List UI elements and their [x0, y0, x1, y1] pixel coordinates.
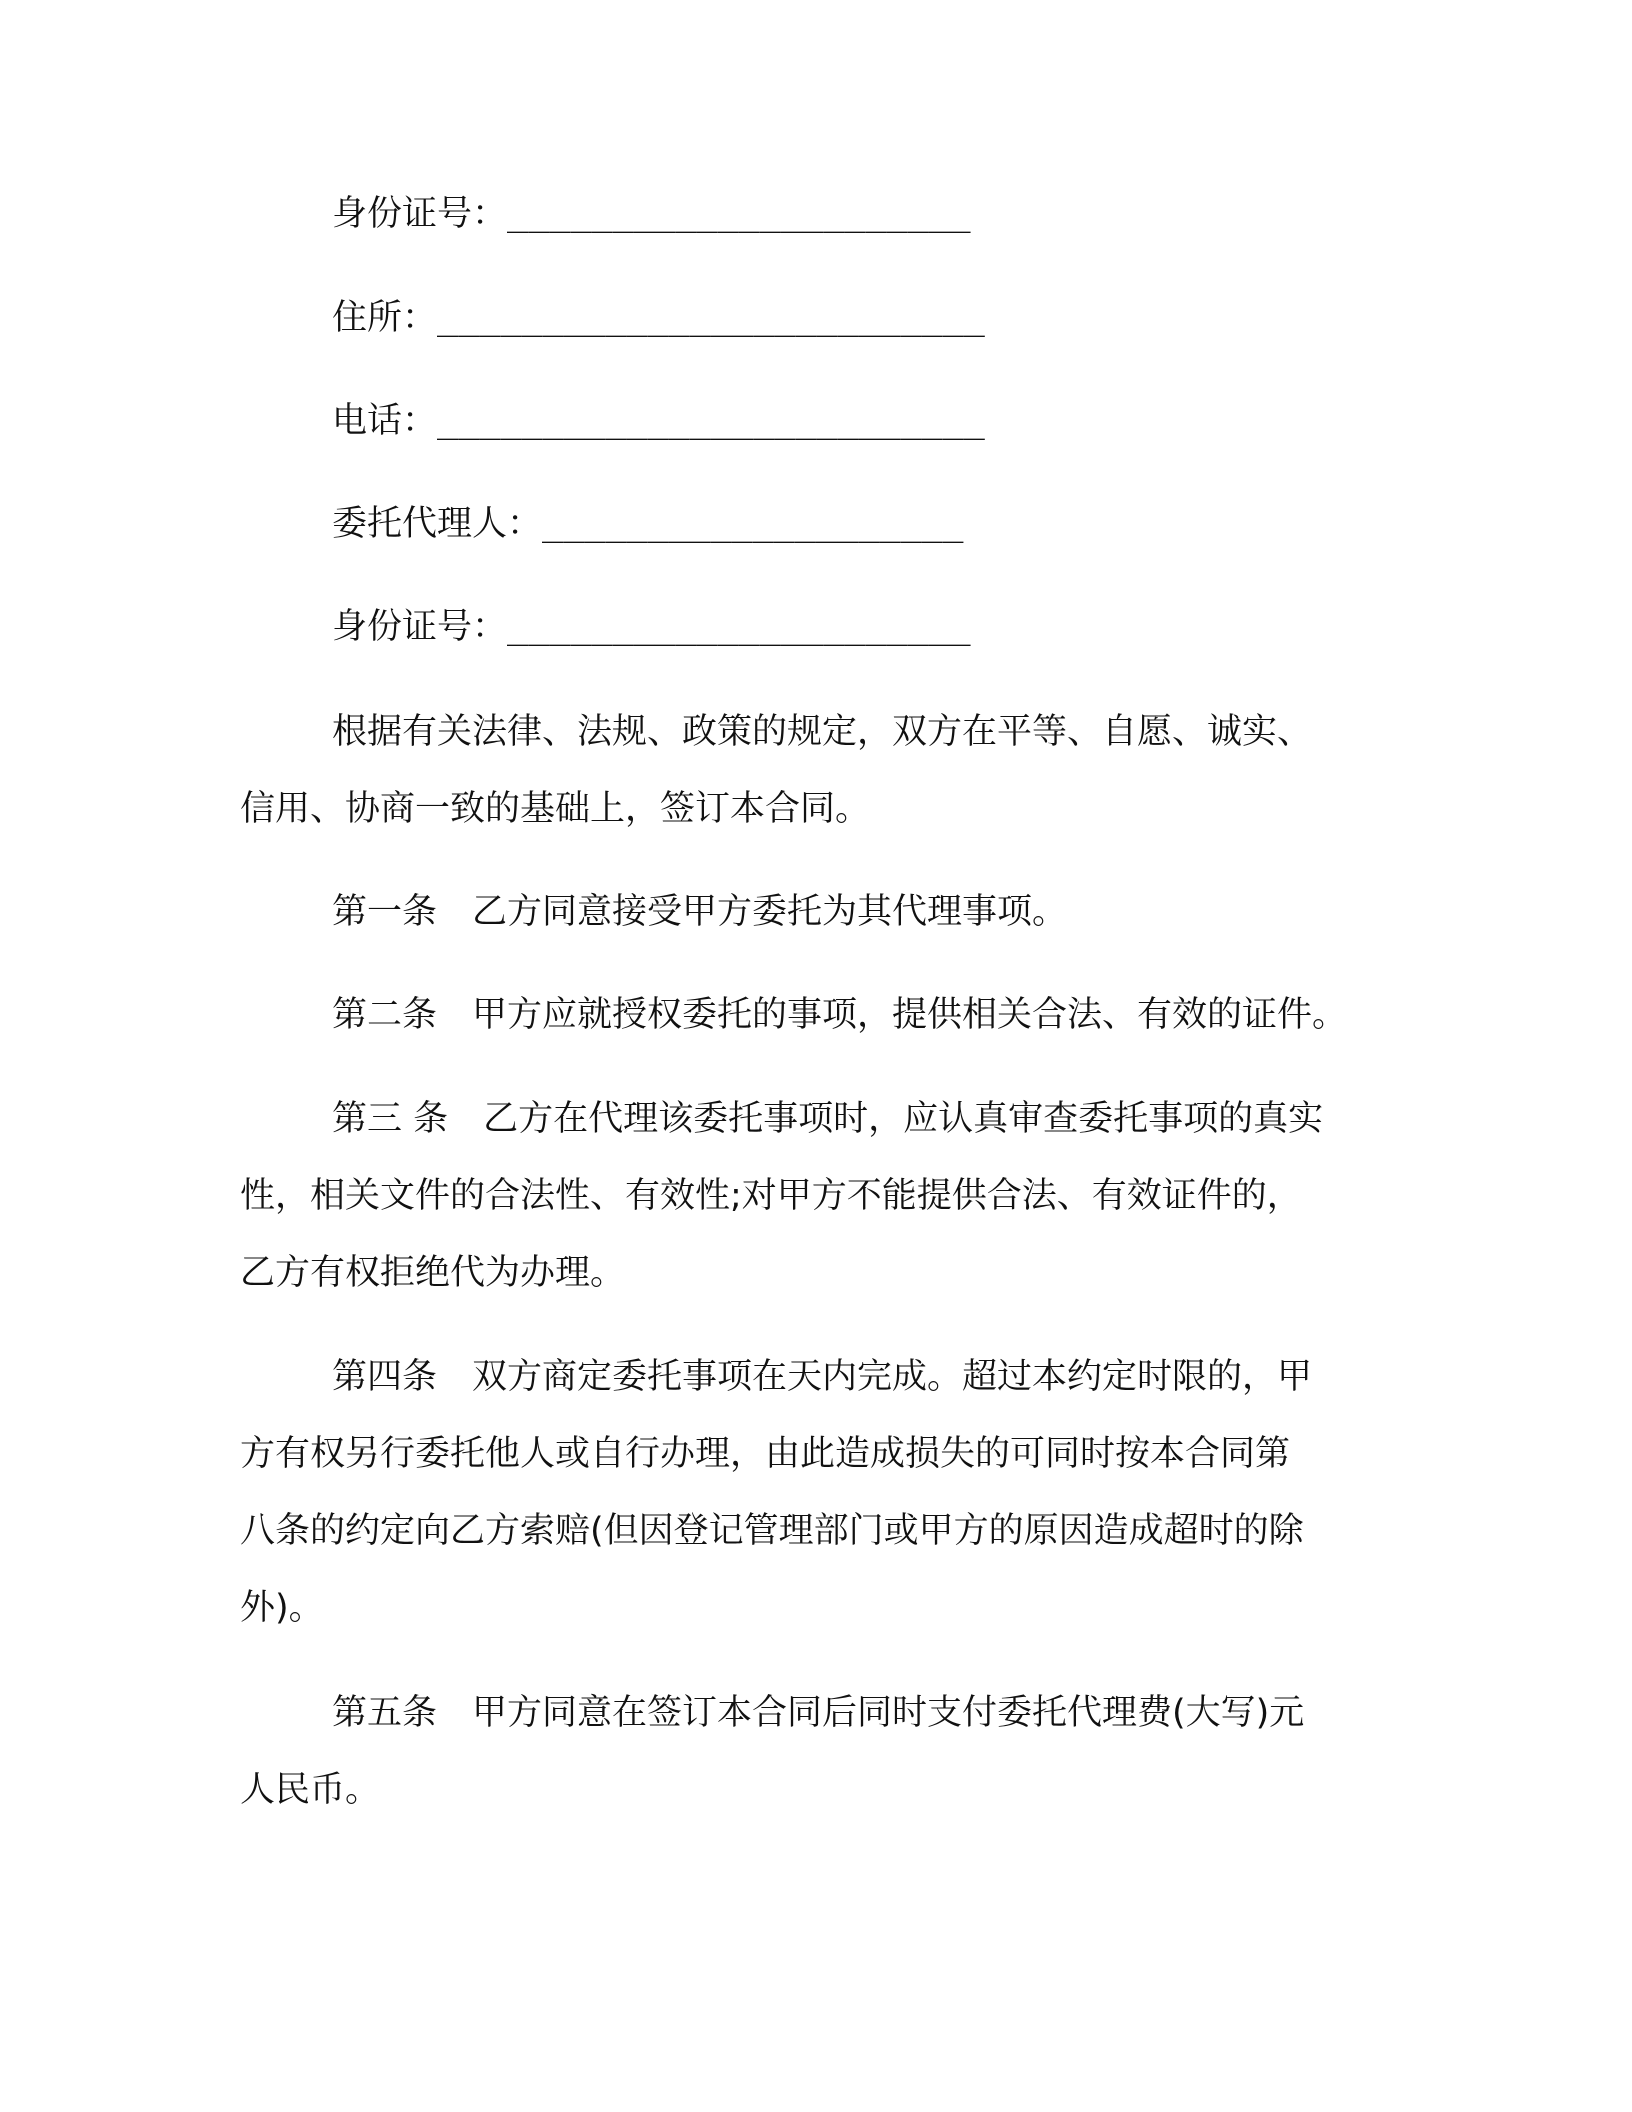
paragraph-line: 人民币。: [240, 1770, 381, 1810]
paragraph-line: 方有权另行委托他人或自行办理，由此造成损失的可同时按本合同第: [240, 1434, 1291, 1474]
article-5-paragraph: [240, 1675, 1390, 1829]
paragraph-line: 信用、协商一致的基础上，签订本合同。: [240, 789, 871, 829]
id-number-field-1: [332, 186, 971, 242]
field-label: 住所：: [332, 298, 438, 338]
field-label: 电话：: [332, 401, 438, 441]
paragraph-line: 第三 条 乙方在代理该委托事项时，应认真审查委托事项的真实: [332, 1099, 1324, 1139]
paragraph-line: 第五条 甲方同意在签订本合同后同时支付委托代理费(大写)元: [332, 1693, 1305, 1733]
agent-field: [332, 496, 963, 552]
article-1-paragraph: [240, 874, 1390, 951]
paragraph-line: 外)。: [240, 1588, 324, 1628]
blank-line: ______________________: [507, 194, 971, 234]
paragraph-line: 八条的约定向乙方索赔(但因登记管理部门或甲方的原因造成超时的除: [240, 1511, 1304, 1551]
field-label: 身份证号：: [332, 607, 508, 647]
paragraph-line: 根据有关法律、法规、政策的规定，双方在平等、自愿、诚实、: [332, 712, 1313, 752]
blank-line: ____________________: [542, 504, 964, 544]
field-label: 委托代理人：: [332, 504, 543, 544]
blank-line: __________________________: [437, 401, 985, 441]
id-number-field-2: [332, 599, 971, 655]
article-2-paragraph: [240, 977, 1390, 1054]
preamble-paragraph: [240, 694, 1390, 848]
phone-field: [332, 393, 985, 449]
blank-line: __________________________: [437, 298, 985, 338]
paragraph-line: 性，相关文件的合法性、有效性;对甲方不能提供合法、有效证件的，: [240, 1176, 1302, 1216]
blank-line: ______________________: [507, 607, 971, 647]
paragraph-line: 乙方有权拒绝代为办理。: [240, 1253, 626, 1293]
article-3-paragraph: [240, 1081, 1390, 1312]
article-4-paragraph: [240, 1339, 1390, 1647]
paragraph-line: 第四条 双方商定委托事项在天内完成。超过本约定时限的，甲: [332, 1357, 1313, 1397]
paragraph-line: 第二条 甲方应就授权委托的事项，提供相关合法、有效的证件。: [332, 995, 1348, 1035]
paragraph-line: 第一条 乙方同意接受甲方委托为其代理事项。: [332, 892, 1068, 932]
address-field: [332, 290, 985, 346]
field-label: 身份证号：: [332, 194, 508, 234]
